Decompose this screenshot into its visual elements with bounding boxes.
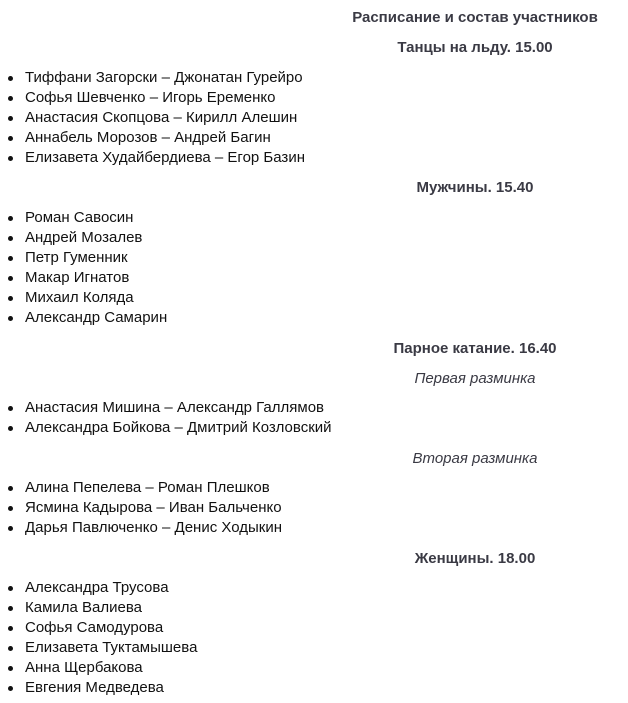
- list-item: [0, 618, 197, 638]
- bullet-icon: [8, 426, 13, 431]
- participant-name: Анастасия Скопцова – Кирилл Алешин: [25, 109, 298, 126]
- list-item: [0, 398, 332, 418]
- list-item: [0, 518, 282, 538]
- participant-name: Макар Игнатов: [25, 269, 130, 286]
- bullet-icon: [8, 116, 13, 121]
- ice-dance-list: [0, 68, 305, 168]
- bullet-icon: [8, 526, 13, 531]
- list-item: [0, 678, 197, 698]
- section-heading-pairs: Парное катание. 16.40: [393, 340, 557, 357]
- bullet-icon: [8, 406, 13, 411]
- bullet-icon: [8, 646, 13, 651]
- women-list: [0, 578, 197, 698]
- bullet-icon: [8, 686, 13, 691]
- list-item: [0, 128, 305, 148]
- list-item: [0, 108, 305, 128]
- bullet-icon: [8, 296, 13, 301]
- bullet-icon: [8, 136, 13, 141]
- list-item: [0, 638, 197, 658]
- list-item: [0, 248, 167, 268]
- participant-name: Софья Самодурова: [25, 619, 164, 636]
- page-title: Расписание и состав участников: [352, 9, 598, 26]
- participant-name: Камила Валиева: [25, 599, 142, 616]
- participant-name: Михаил Коляда: [25, 289, 134, 306]
- participant-name: Евгения Медведева: [25, 679, 164, 696]
- list-item: [0, 288, 167, 308]
- men-list: [0, 208, 167, 328]
- list-item: [0, 88, 305, 108]
- list-item: [0, 68, 305, 88]
- participant-name: Тиффани Загорски – Джонатан Гурейро: [25, 69, 303, 86]
- participant-name: Елизавета Туктамышева: [25, 639, 198, 656]
- bullet-icon: [8, 76, 13, 81]
- bullet-icon: [8, 276, 13, 281]
- participant-name: Роман Савосин: [25, 209, 134, 226]
- section-heading-men: Мужчины. 15.40: [416, 179, 534, 196]
- participant-name: Андрей Мозалев: [25, 229, 143, 246]
- pairs-second-warmup-list: [0, 478, 282, 538]
- bullet-icon: [8, 606, 13, 611]
- bullet-icon: [8, 506, 13, 511]
- bullet-icon: [8, 626, 13, 631]
- bullet-icon: [8, 316, 13, 321]
- warmup-label-second: Вторая разминка: [412, 450, 538, 467]
- bullet-icon: [8, 666, 13, 671]
- bullet-icon: [8, 156, 13, 161]
- bullet-icon: [8, 96, 13, 101]
- participant-name: Алина Пепелева – Роман Плешков: [25, 479, 270, 496]
- section-heading-women: Женщины. 18.00: [414, 550, 536, 567]
- bullet-icon: [8, 256, 13, 261]
- list-item: [0, 418, 332, 438]
- list-item: [0, 598, 197, 618]
- participant-name: Александра Бойкова – Дмитрий Козловский: [25, 419, 332, 436]
- bullet-icon: [8, 236, 13, 241]
- list-item: [0, 208, 167, 228]
- bullet-icon: [8, 486, 13, 491]
- warmup-label-first: Первая разминка: [414, 370, 536, 387]
- list-item: [0, 578, 197, 598]
- participant-name: Петр Гуменник: [25, 249, 128, 266]
- list-item: [0, 308, 167, 328]
- list-item: [0, 228, 167, 248]
- participant-name: Дарья Павлюченко – Денис Ходыкин: [25, 519, 282, 536]
- participant-name: Аннабель Морозов – Андрей Багин: [25, 129, 271, 146]
- bullet-icon: [8, 216, 13, 221]
- list-item: [0, 498, 282, 518]
- participant-name: Ясмина Кадырова – Иван Бальченко: [25, 499, 282, 516]
- list-item: [0, 658, 197, 678]
- bullet-icon: [8, 586, 13, 591]
- list-item: [0, 268, 167, 288]
- pairs-first-warmup-list: [0, 398, 332, 438]
- participant-name: Анна Щербакова: [25, 659, 143, 676]
- participant-name: Анастасия Мишина – Александр Галлямов: [25, 399, 325, 416]
- participant-name: Елизавета Худайбердиева – Егор Базин: [25, 149, 305, 166]
- list-item: [0, 148, 305, 168]
- section-heading-ice-dance: Танцы на льду. 15.00: [397, 39, 553, 56]
- participant-name: Александра Трусова: [25, 579, 169, 596]
- list-item: [0, 478, 282, 498]
- participant-name: Александр Самарин: [25, 309, 168, 326]
- participant-name: Софья Шевченко – Игорь Еременко: [25, 89, 276, 106]
